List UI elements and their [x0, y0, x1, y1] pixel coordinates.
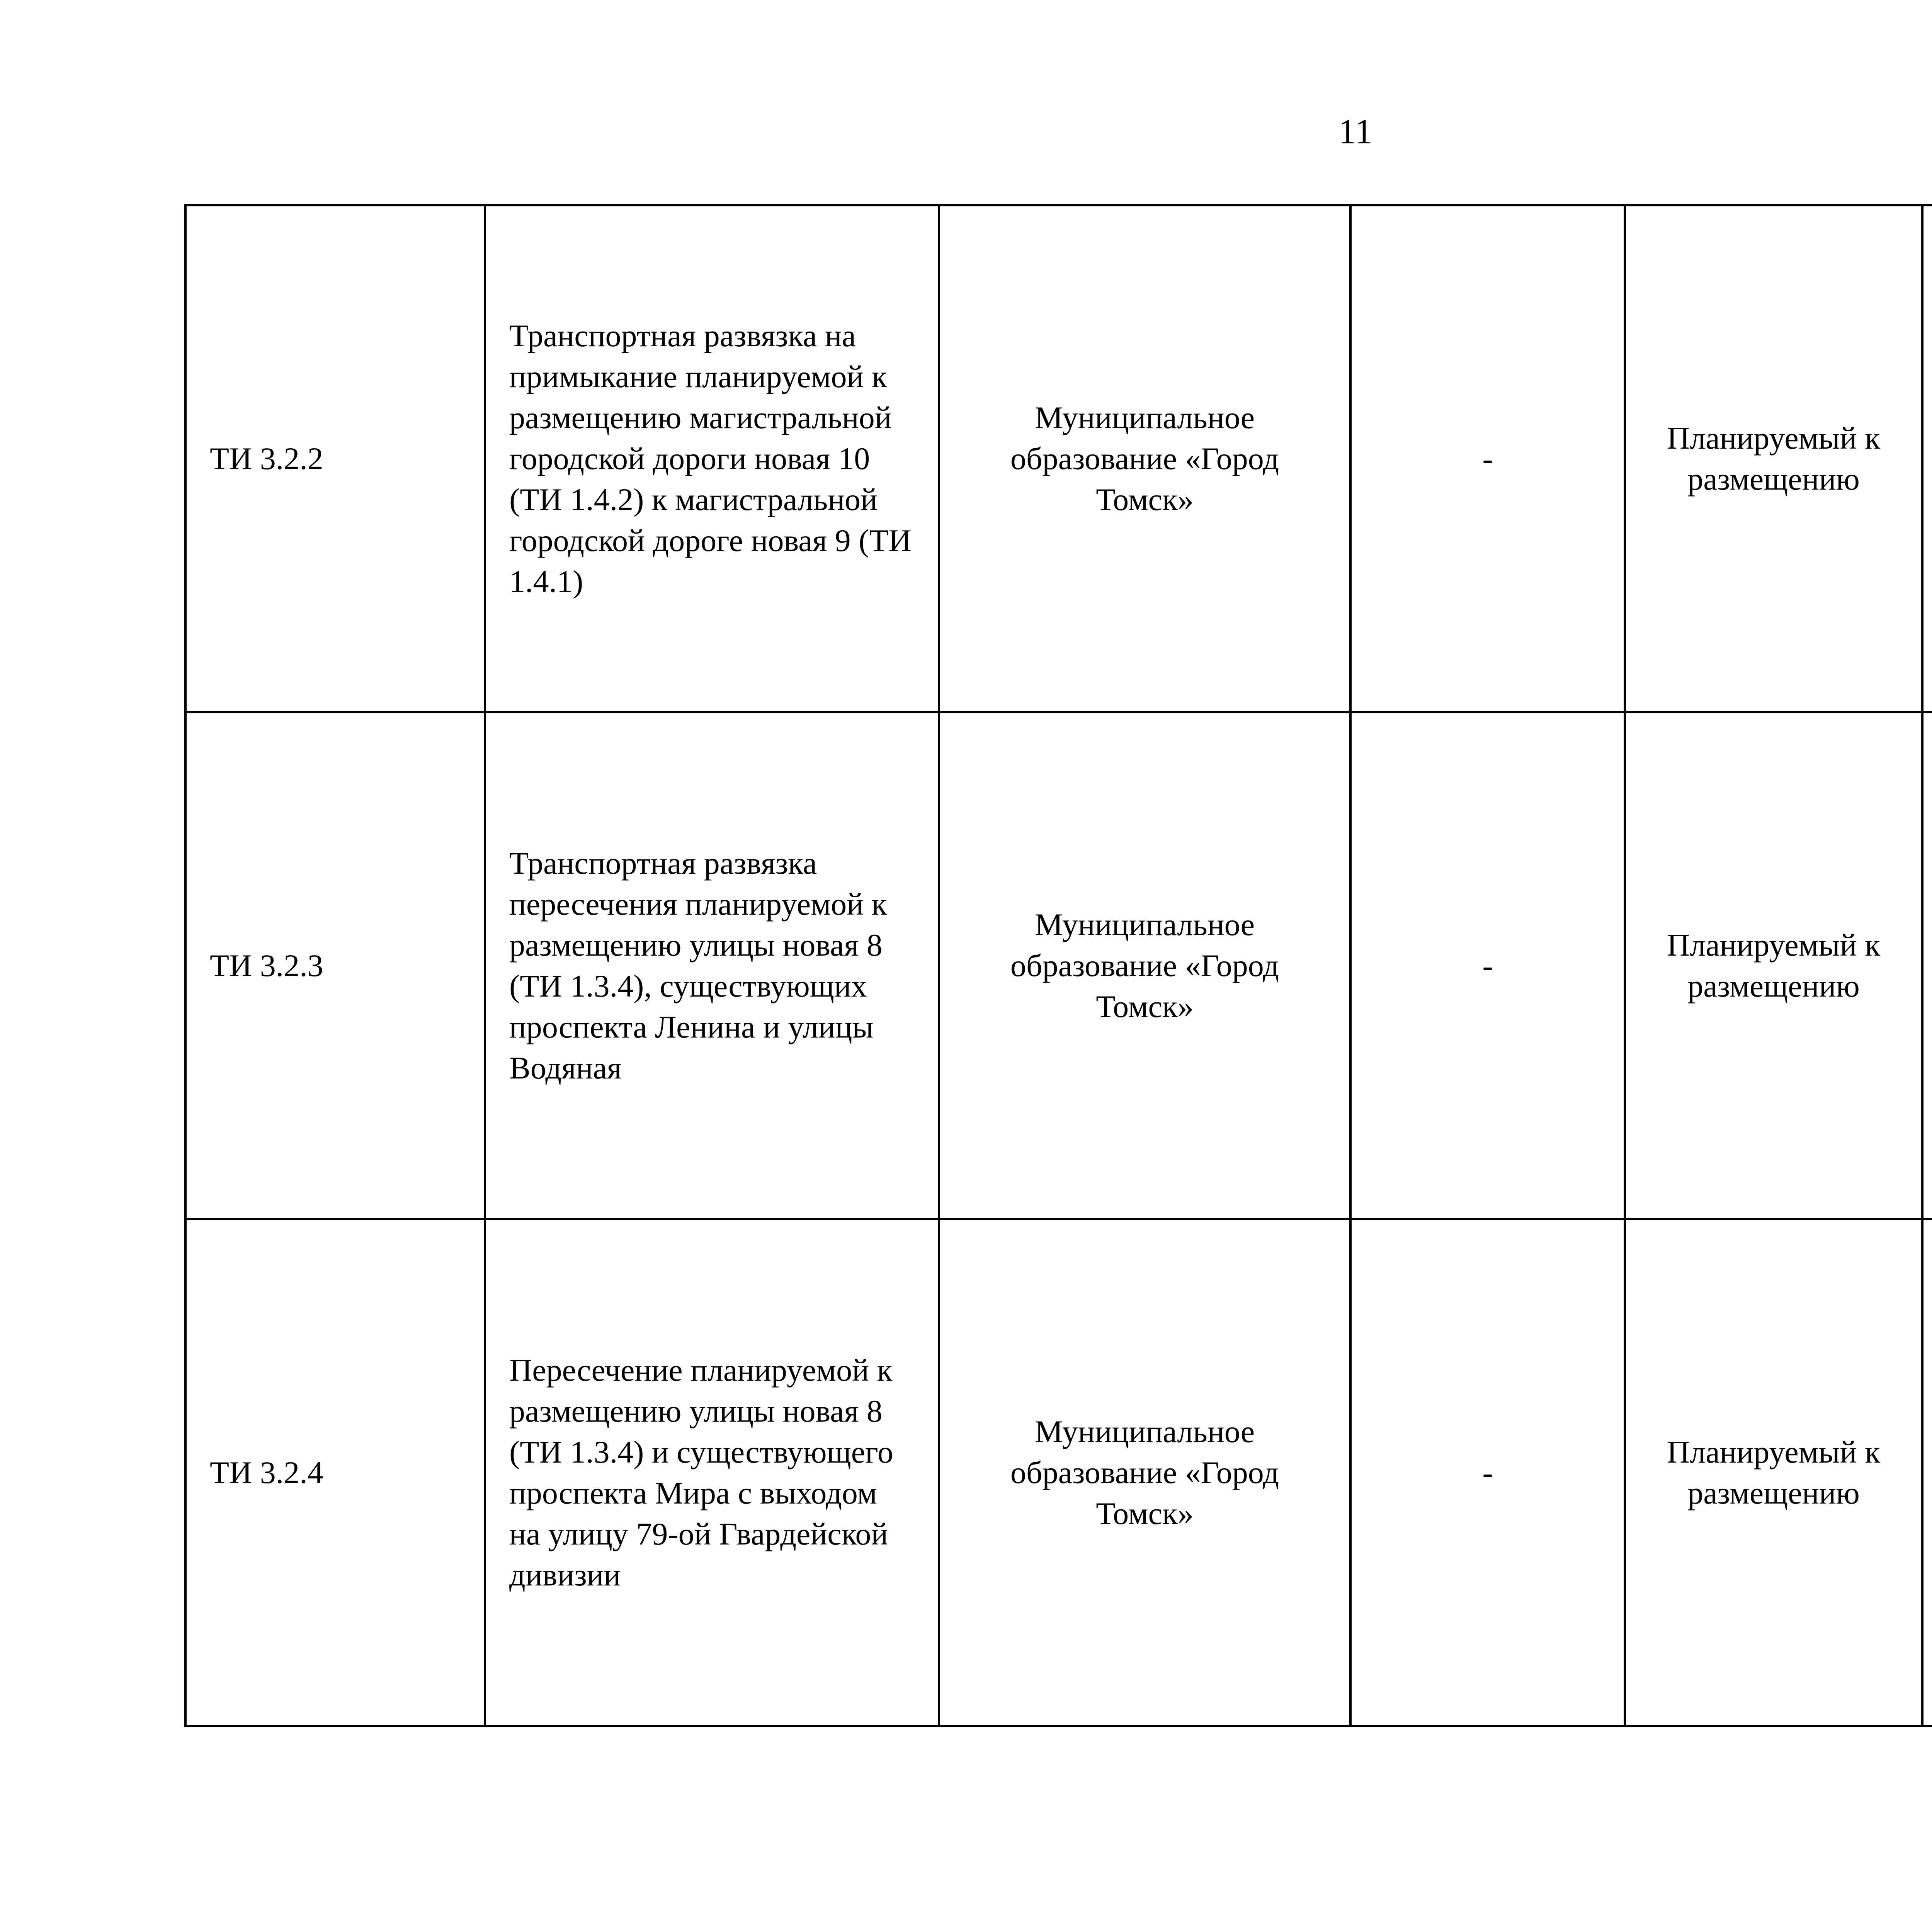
object-code: ТИ 3.2.3 [185, 712, 485, 1219]
object-col4: - [1350, 712, 1625, 1219]
page-number: 11 [1338, 112, 1373, 151]
object-name: Пересечение планируемой к размещению улицы новая 8 (ТИ 1.3.4) и существующего проспекта Мира с выходом на улицу 79-ой Гвардейской дивизии [485, 1219, 939, 1726]
object-name: Транспортная развязка на примыкание планируемой к размещению магистральной городской дороги новая 10 (ТИ 1.4.2) к магистральной городской дороге новая 9 (ТИ 1.4.1) [485, 205, 939, 712]
table-row [185, 712, 1932, 1219]
object-status: Планируемый к размещению [1625, 1219, 1922, 1726]
object-municipality: Муниципальное образование «Город Томск» [939, 205, 1350, 712]
object-status: Планируемый к размещению [1625, 712, 1922, 1219]
object-col4: - [1350, 1219, 1625, 1726]
object-col6 [1922, 205, 1932, 712]
object-municipality: Муниципальное образование «Город Томск» [939, 1219, 1350, 1726]
object-code: ТИ 3.2.4 [185, 1219, 485, 1726]
table-row [185, 1219, 1932, 1726]
object-col6 [1922, 1219, 1932, 1726]
table-row [185, 205, 1932, 712]
object-municipality: Муниципальное образование «Город Томск» [939, 712, 1350, 1219]
objects-table [184, 204, 1932, 1727]
object-name: Транспортная развязка пересечения планируемой к размещению улицы новая 8 (ТИ 1.3.4), существующих проспекта Ленина и улицы Водяная [485, 712, 939, 1219]
object-status: Планируемый к размещению [1625, 205, 1922, 712]
object-code: ТИ 3.2.2 [185, 205, 485, 712]
object-col4: - [1350, 205, 1625, 712]
object-col6 [1922, 712, 1932, 1219]
